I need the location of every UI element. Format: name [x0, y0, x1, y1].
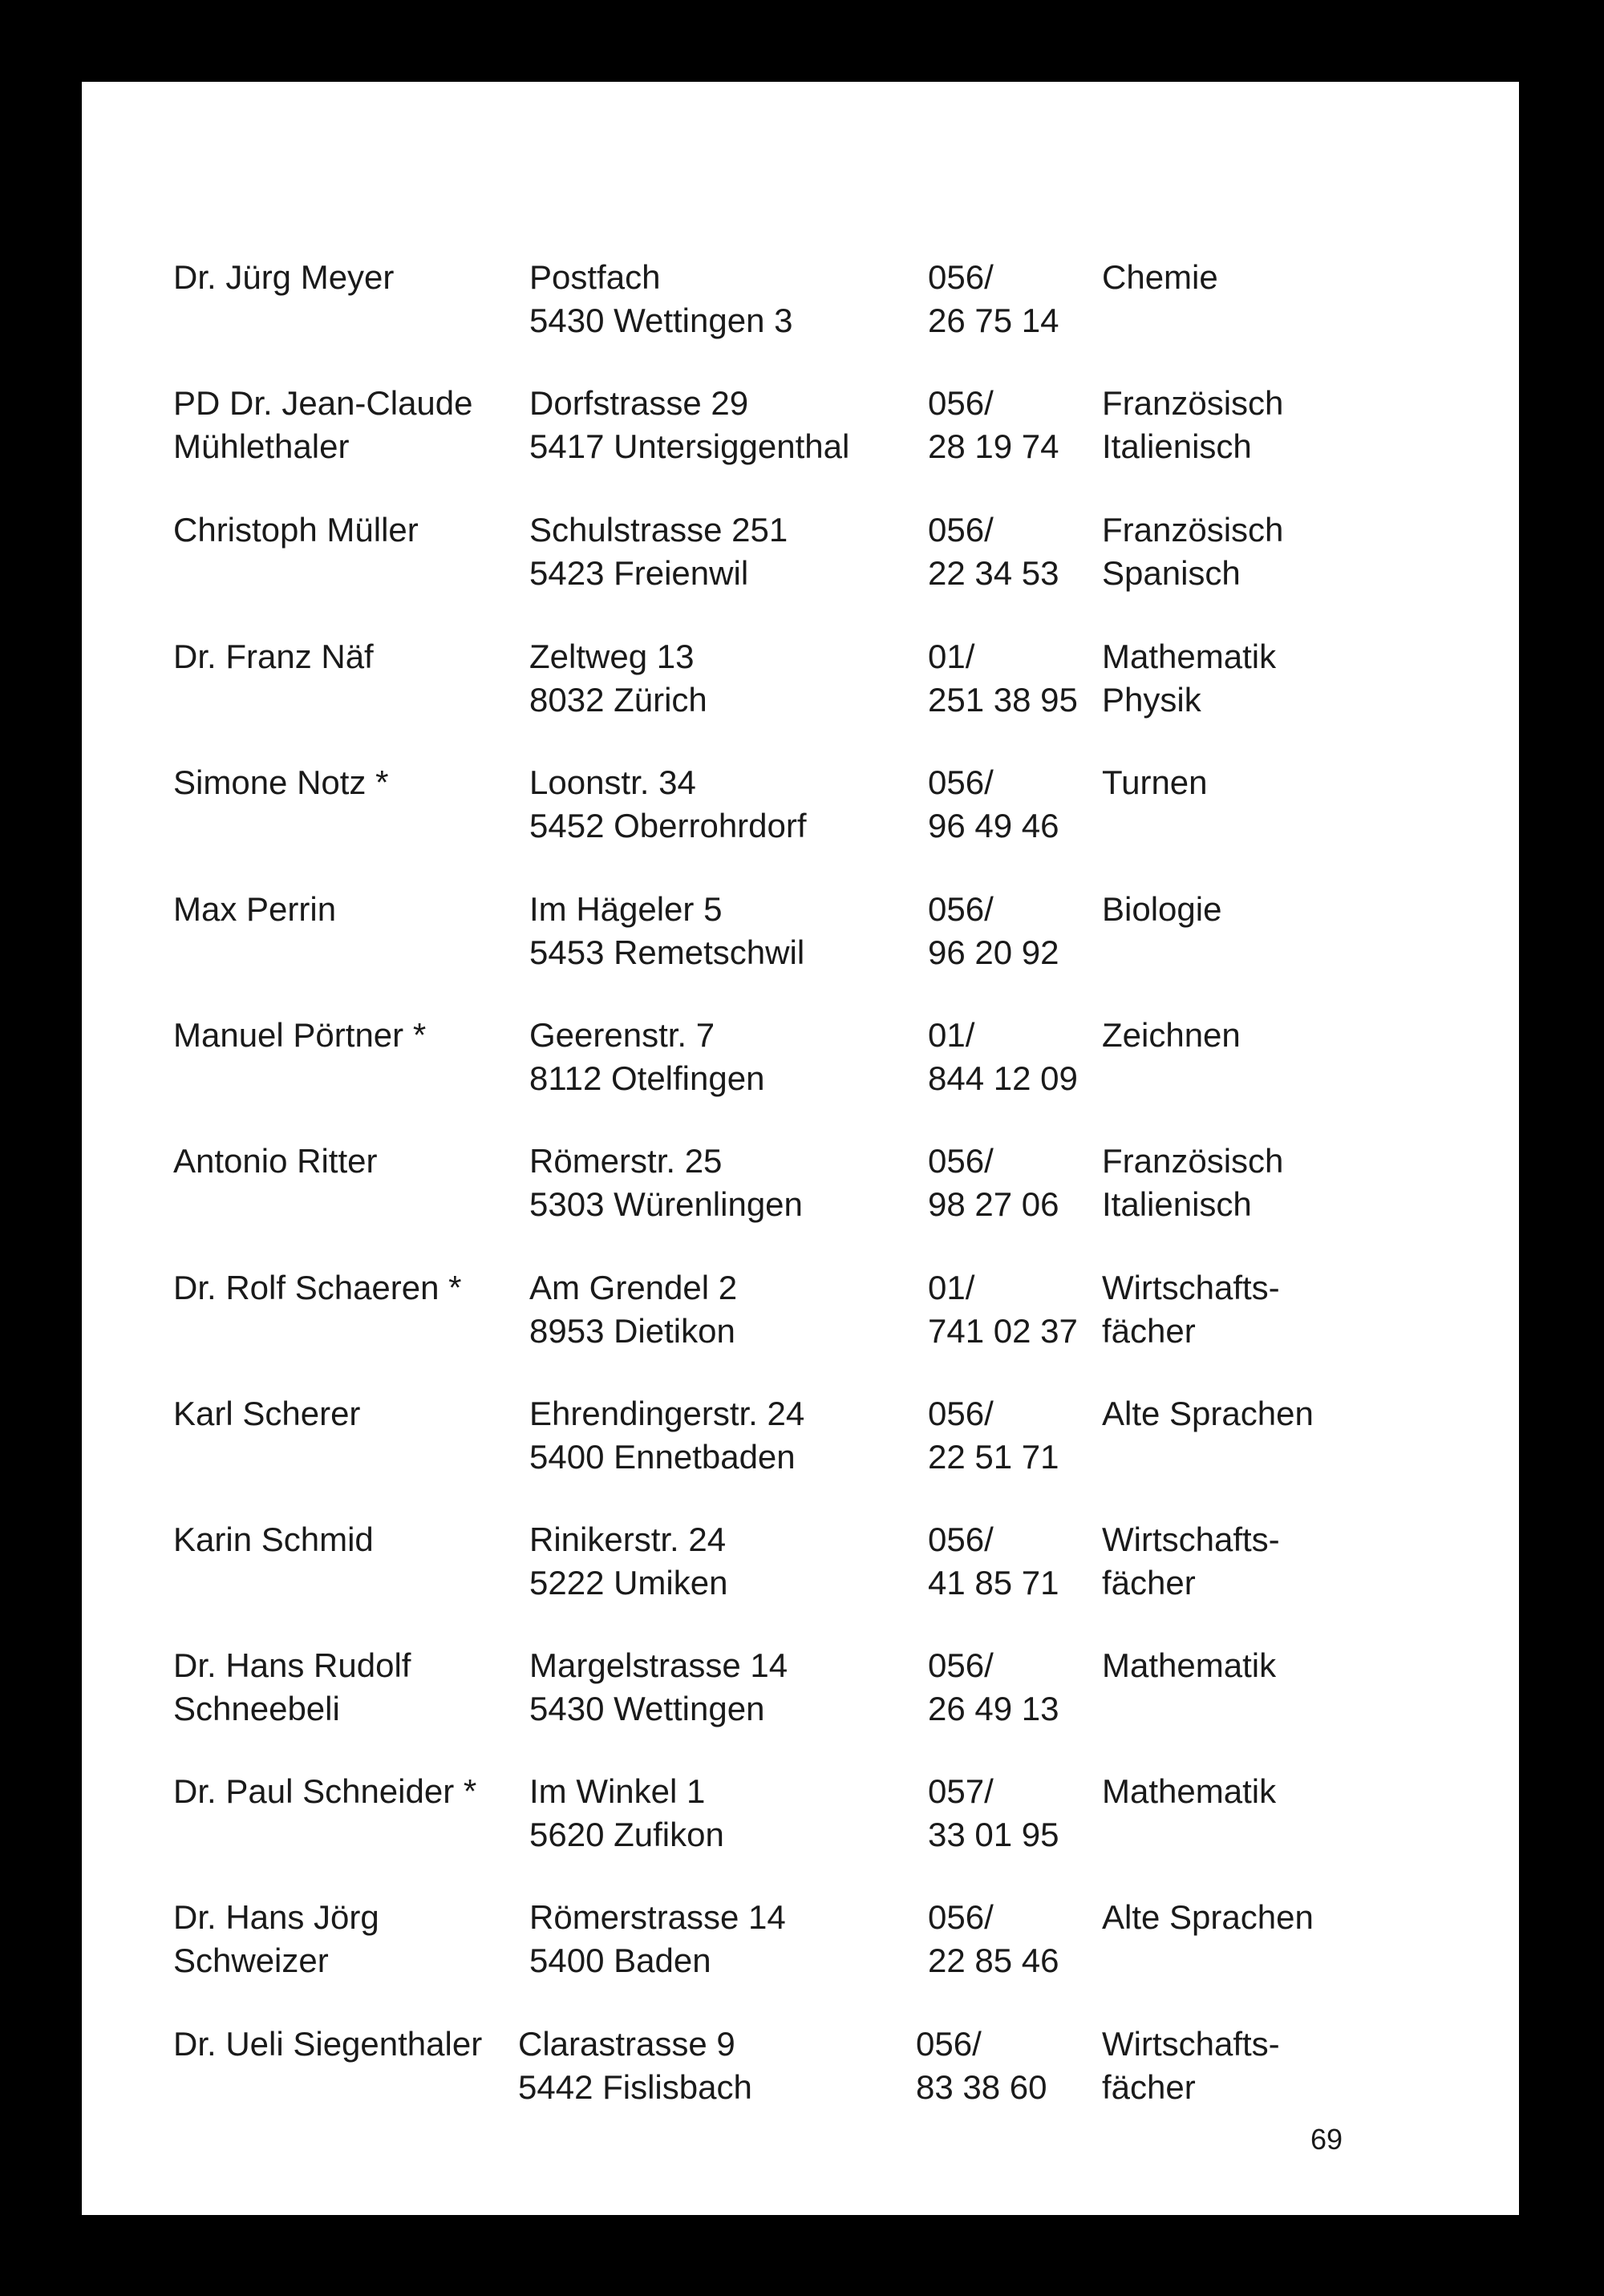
entry-phone: 01/ 741 02 37 [928, 1269, 1078, 1350]
entry-address: Zeltweg 13 8032 Zürich [529, 638, 707, 719]
entry-subject: Zeichnen [1102, 1016, 1241, 1054]
directory-entry [82, 382, 1519, 470]
entry-subject: Französisch Spanisch [1102, 511, 1284, 592]
entry-phone: 01/ 844 12 09 [928, 1016, 1078, 1097]
entry-subject: Mathematik Physik [1102, 638, 1277, 719]
entry-name: Dr. Rolf Schaeren * [173, 1269, 462, 1306]
entry-phone: 056/ 98 27 06 [928, 1142, 1059, 1223]
directory-entry [82, 888, 1519, 976]
entry-phone: 056/ 83 38 60 [916, 2025, 1047, 2106]
entry-name: Karin Schmid [173, 1521, 374, 1558]
entry-name: Manuel Pörtner * [173, 1016, 427, 1054]
entry-address: Clarastrasse 9 5442 Fislisbach [518, 2025, 752, 2106]
entry-phone: 056/ 26 49 13 [928, 1646, 1059, 1727]
entry-name: Antonio Ritter [173, 1142, 378, 1180]
entry-address: Loonstr. 34 5452 Oberrohrdorf [529, 763, 807, 844]
entry-subject: Turnen [1102, 763, 1208, 801]
entry-subject: Wirtschafts- fächer [1102, 2025, 1280, 2106]
entry-name: PD Dr. Jean-Claude Mühlethaler [173, 384, 473, 465]
directory-entry [82, 1644, 1519, 1732]
entry-subject: Chemie [1102, 258, 1218, 296]
entry-address: Im Hägeler 5 5453 Remetschwil [529, 890, 805, 971]
entry-phone: 056/ 22 51 71 [928, 1395, 1059, 1476]
entry-subject: Wirtschafts- fächer [1102, 1521, 1280, 1602]
directory-entry [82, 256, 1519, 344]
entry-phone: 056/ 22 34 53 [928, 511, 1059, 592]
directory-entry [82, 508, 1519, 597]
directory-entry [82, 1896, 1519, 1984]
entry-name: Christoph Müller [173, 511, 419, 549]
entry-phone: 056/ 96 20 92 [928, 890, 1059, 971]
directory-entry [82, 1770, 1519, 1858]
entry-name: Max Perrin [173, 890, 337, 928]
entry-subject: Alte Sprachen [1102, 1898, 1314, 1936]
entry-phone: 056/ 41 85 71 [928, 1521, 1059, 1602]
entry-subject: Mathematik [1102, 1772, 1277, 1810]
entry-subject: Mathematik [1102, 1646, 1277, 1684]
directory-entry [82, 1392, 1519, 1480]
entry-phone: 056/ 96 49 46 [928, 763, 1059, 844]
entry-phone: 057/ 33 01 95 [928, 1772, 1059, 1853]
page-number: 69 [1310, 2123, 1343, 2156]
entry-name: Dr. Ueli Siegenthaler [173, 2025, 483, 2063]
entry-phone: 056/ 22 85 46 [928, 1898, 1059, 1979]
entry-name: Dr. Hans Rudolf Schneebeli [173, 1646, 411, 1727]
entry-address: Im Winkel 1 5620 Zufikon [529, 1772, 724, 1853]
entry-phone: 056/ 26 75 14 [928, 258, 1059, 339]
entry-subject: Wirtschafts- fächer [1102, 1269, 1280, 1350]
directory-entry [82, 1266, 1519, 1355]
entry-subject: Französisch Italienisch [1102, 384, 1284, 465]
entry-name: Dr. Jürg Meyer [173, 258, 395, 296]
entry-address: Am Grendel 2 8953 Dietikon [529, 1269, 738, 1350]
entry-address: Ehrendingerstr. 24 5400 Ennetbaden [529, 1395, 805, 1476]
document-page [82, 82, 1519, 2215]
entry-name: Simone Notz * [173, 763, 389, 801]
directory-entry [82, 1014, 1519, 1102]
entry-phone: 01/ 251 38 95 [928, 638, 1078, 719]
directory-entry [82, 1140, 1519, 1228]
entry-subject: Französisch Italienisch [1102, 1142, 1284, 1223]
entry-address: Margelstrasse 14 5430 Wettingen [529, 1646, 788, 1727]
entry-phone: 056/ 28 19 74 [928, 384, 1059, 465]
entry-subject: Biologie [1102, 890, 1222, 928]
entry-address: Rinikerstr. 24 5222 Umiken [529, 1521, 728, 1602]
directory-entry [82, 635, 1519, 723]
entry-name: Dr. Franz Näf [173, 638, 374, 675]
directory-entry [82, 761, 1519, 849]
entry-address: Schulstrasse 251 5423 Freienwil [529, 511, 788, 592]
entry-address: Dorfstrasse 29 5417 Untersiggenthal [529, 384, 850, 465]
directory-entry [82, 2023, 1519, 2111]
entry-address: Postfach 5430 Wettingen 3 [529, 258, 793, 339]
entry-address: Römerstrasse 14 5400 Baden [529, 1898, 786, 1979]
directory-entry [82, 1518, 1519, 1606]
entry-name: Dr. Paul Schneider * [173, 1772, 477, 1810]
entry-address: Römerstr. 25 5303 Würenlingen [529, 1142, 803, 1223]
entry-name: Karl Scherer [173, 1395, 361, 1432]
entry-address: Geerenstr. 7 8112 Otelfingen [529, 1016, 765, 1097]
entry-subject: Alte Sprachen [1102, 1395, 1314, 1432]
entry-name: Dr. Hans Jörg Schweizer [173, 1898, 379, 1979]
